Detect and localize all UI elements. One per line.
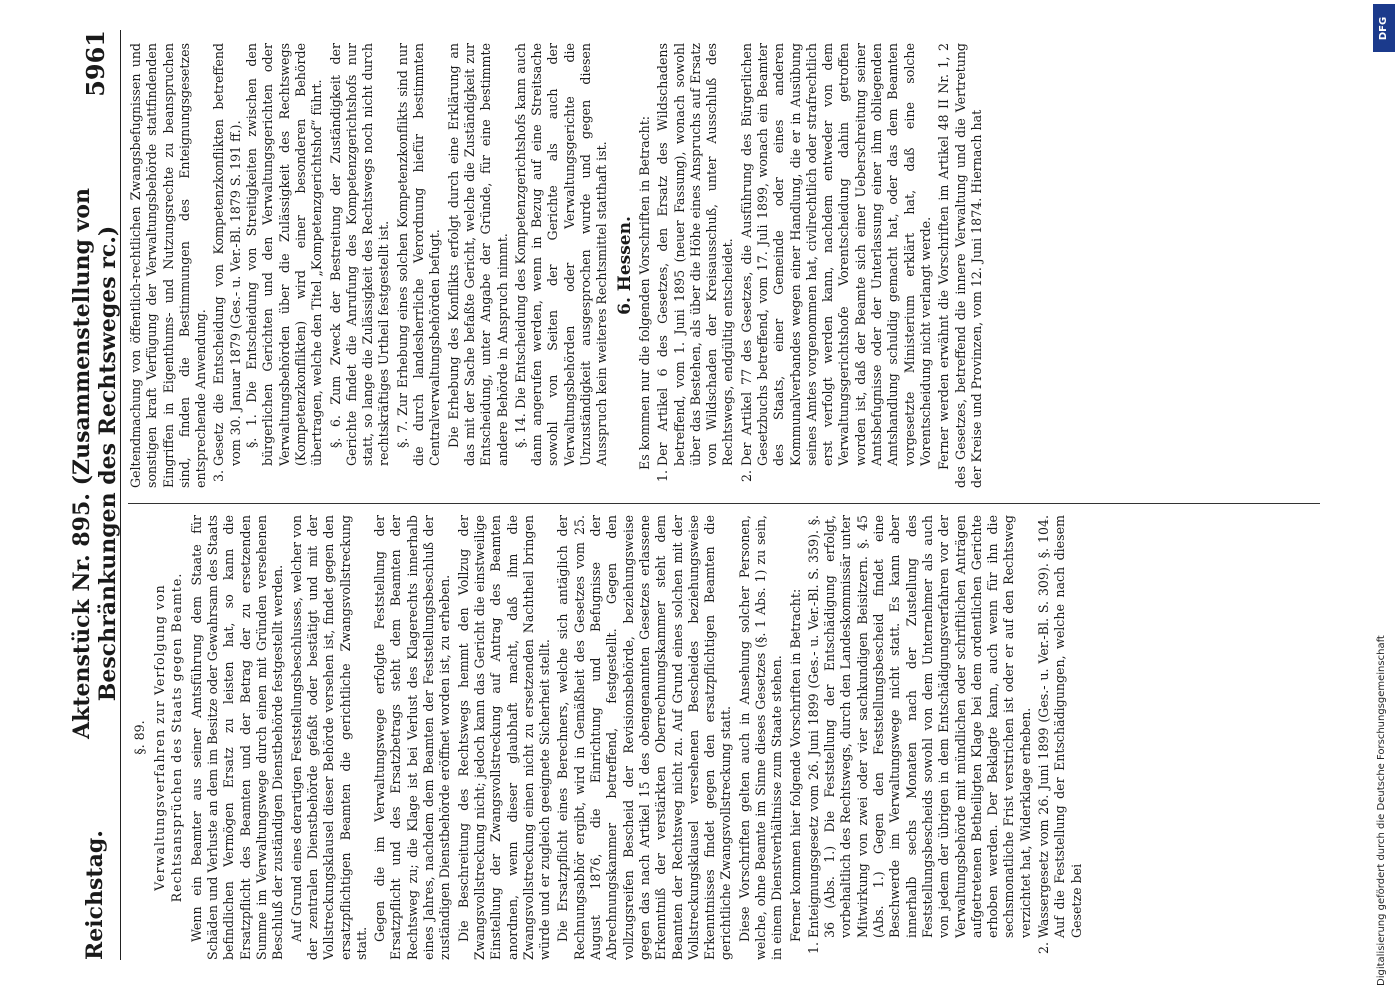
column-divider bbox=[128, 503, 1320, 504]
paragraph: §. 6. Zum Zweck der Bestreitung der Zuständigkeit der Gerichte findet die Anrufung des Kompetenzgerichtshofs nur statt, so lange die Zulässigkeit des Rechtswegs noch nicht durch rechtskräftiges Urtheil festgestellt ist. bbox=[327, 43, 392, 466]
list-item bbox=[211, 43, 610, 466]
header-title: Aktenstück Nr. 895. (Zusammenstellung von Beschränkungen des Rechtsweges rc.) bbox=[69, 187, 121, 739]
paragraph: Die Erhebung des Konflikts erfolgt durch eine Erklärung an das mit der Sache befaßte Gericht, welche die Zuständigkeit zur Entscheidung, unter Angabe der Gründe, für eine bestimmte andere Behörde in Anspruch nimmt. bbox=[445, 43, 510, 466]
regulation-list bbox=[806, 515, 1085, 960]
paragraph: Die Ersatzpflicht eines Berechners, welche sich antäglich der Rechnungsabhör ergibt, wird in Gemäßheit des Gesetzes vom 25. August 1876, die Einrichtung und Befugnisse der Abrechnungskammer betreffend, festgestellt. Gegen den vollzugsreifen Bescheid der Revisionsbehörde, beziehungsweise gegen das nach Artikel 15 des obengenannten Gesetzes erlassene Erkenntniß der verstärkten Oberrechnungskammer steht dem Beamten der Rechtsweg nicht zu. Auf Grund eines solchen mit der Vollstreckungsklausel versehenen Bescheides beziehungsweise Erkenntnisses findet gegen den ersatzpflichtigen Beamten die gerichtliche Zwangsvollstreckung statt. bbox=[555, 515, 734, 960]
section-subtitle: Verwaltungsverfahren zur Verfolgung von Rechtsansprüchen des Staats gegen Beamte. bbox=[152, 572, 184, 903]
paragraph: Diese Vorschriften gelten auch in Ansehung solcher Personen, welche, ohne Beamte im Sinne dieses Gesetzes (§. 1 Abs. 1) zu sein, in einem Dienstverhältnisse zum Staate stehen. bbox=[736, 515, 785, 960]
section-number: §. 89. bbox=[132, 720, 147, 755]
paragraph: Geltendmachung von öffentlich-rechtlichen Zwangsbefugnissen und sonstigen kraft Verfügung der Verwaltungsbehörde stattfindenden Eingriffen in Eigenthums- und Nutzungsrechte zu beanspruchen sind, finden die Bestimmungen des Enteignungsgesetzes entsprechende Anwendung. bbox=[128, 43, 209, 488]
hessen-list bbox=[655, 43, 934, 488]
section-heading: 6. Hessen. bbox=[614, 216, 635, 315]
dfg-logo: DFG bbox=[1373, 4, 1395, 52]
paragraph: §. 14. Die Entscheidung des Kompetenzgerichtshofs kann auch dann angerufen werden, wenn in Bezug auf eine Streitsache sowohl von Seiten der Gerichte als auch der Verwaltungsbehörden oder Verwaltungsgerichte die Unzuständigkeit ausgesprochen wurde und gegen diesen Ausspruch kein weiteres Rechtsmittel statthaft ist. bbox=[512, 43, 610, 466]
list-item: 1. Enteignungsgesetz vom 26. Juni 1899 (Ges.- u. Ver.-Bl. S. 359). §. 36 (Abs. 1.) Die Feststellung der Entschädigung erfolgt, vorbehaltlich des Rechtswegs, durch den Landeskommissär unter Mitwirkung von zwei oder vier sachkundigen Beisitzern. §. 45 (Abs. 1.) Gegen den Feststellungsbescheid findet eine Beschwerde im Verwaltungswege nicht statt. Es kann aber innerhalb sechs Monaten nach der Zustellung des Feststellungsbescheids sowohl von dem Unternehmer als auch von jedem der übrigen in dem Entschädigungsverfahren vor der Verwaltungsbehörde mit mündlichen oder schriftlichen Anträgen aufgetretenen Betheiligten Klage bei dem ordentlichen Gerichte erhoben werden. Der Beklagte kann, auch wenn für ihn die sechsmonatliche Frist verstrichen ist oder er auf den Rechtsweg verzichtet hat, Widerklage erheben. bbox=[806, 515, 1034, 938]
paragraph: Wenn ein Beamter aus seiner Amtsführung dem Staate für Schäden und Verluste an dem im Besitze oder Gewahrsam des Staats befindlichen Vermögen Ersatz zu leisten hat, so kann die Ersatzpflicht des Beamten und der Betrag der zu ersetzenden Summe im Verwaltungswege durch einen mit Gründen versehenen Beschluß der zuständigen Dienstbehörde festgestellt werden. bbox=[188, 515, 286, 960]
page-header bbox=[70, 30, 121, 960]
paragraph: Auf Grund eines derartigen Feststellungsbeschlusses, welcher von der zentralen Dienstbehörde gefaßt oder bestätigt und mit der Vollstreckungsklausel dieser Behörde versehen ist, findet gegen den ersatzpflichtigen Beamten die gerichtliche Zwangsvollstreckung statt. bbox=[288, 515, 369, 960]
list-item: 2. Der Artikel 77 des Gesetzes, die Ausführung des Bürgerlichen Gesetzbuchs betreffend, vom 17. Juli 1899, wonach ein Beamter des Staats, einer Gemeinde oder eines anderen Kommunalverbandes wegen einer Handlung, die er in Ausübung seines Amtes vorgenommen hat, civilrechtlich oder strafrechtlich erst verfolgt werden kann, nachdem entweder von dem Verwaltungsgerichtshofe Vorentscheidung dahin getroffen worden ist, daß der Beamte sich einer Ueberschreitung seiner Amtsbefugnisse oder der Unterlassung einer ihm obliegenden Amtshandlung schuldig gemacht hat, oder das dem Beamten vorgesetzte Ministerium erklärt hat, daß eine solche Vorentscheidung nicht verlangt werde. bbox=[739, 43, 935, 466]
regulation-list-continued bbox=[211, 43, 610, 488]
left-column bbox=[128, 515, 1320, 960]
paragraph: §. 7. Zur Erhebung eines solchen Kompetenzkonflikts sind nur die durch landesherrliche Verordnung hiefür bestimmten Centralverwaltungsbehörden befugt. bbox=[394, 43, 443, 466]
list-item: 1. Der Artikel 6 des Gesetzes, den Ersatz des Wildschadens betreffend, vom 1. Juni 1895 (neuer Fassung), wonach sowohl über das Bestehen, als über die Höhe eines Anspruchs auf Ersatz von Wildschaden der Kreisausschuß, unter Ausschluß des Rechtswegs, endgültig entscheidet. bbox=[655, 43, 736, 466]
rotated-page bbox=[40, 20, 1340, 980]
paragraph: Es kommen nur die folgenden Vorschriften in Betracht: bbox=[636, 115, 652, 470]
header-left: Reichstag. bbox=[82, 830, 108, 960]
side-credit bbox=[1373, 16, 1391, 986]
right-column bbox=[128, 43, 1320, 488]
paragraph: §. 1. Die Entscheidung von Streitigkeiten zwischen den bürgerlichen Gerichten und den Verwaltungsgerichten oder Verwaltungsbehörden über die Zulässigkeit des Rechtswegs (Kompetenzkonflikten) wird einer besonderen Behörde übertragen, welche den Titel „Kompetenzgerichtshof“ führt. bbox=[244, 43, 325, 466]
paragraph: Ferner kommen hier folgende Vorschriften in Betracht: bbox=[787, 588, 803, 942]
paragraph: Ferner werden erwähnt die Vorschriften im Artikel 48 II Nr. 1, 2 des Gesetzes, betreffend die innere Verwaltung und die Vertretung der Kreise und Provinzen, vom 12. Juni 1874. Hiernach hat bbox=[936, 43, 984, 488]
side-credit-text: Digitalisierung gefördert durch die Deutsche Forschungsgemeinschaft bbox=[1376, 635, 1387, 986]
paragraph: Gegen die im Verwaltungswege erfolgte Feststellung der Ersatzpflicht und des Ersatzbetrags steht dem Beamten der Rechtsweg zu; die Klage ist bei Verlust des Klagerechts innerhalb eines Jahres, nachdem dem Beamten der Feststellungsbeschluß der zuständigen Dienstbehörde eröffnet worden ist, zu erheben. bbox=[372, 515, 453, 960]
page-number: 5961 bbox=[80, 30, 110, 97]
paragraph: Die Beschreitung des Rechtswegs hemmt den Vollzug der Zwangsvollstreckung nicht; jedoch kann das Gericht die einstweilige Einstellung der Zwangsvollstreckung auf Antrag des Beamten anordnen, wenn dieser glaubhaft macht, daß ihm die Zwangsvollstreckung einen nicht zu ersetzenden Nachtheil bringen würde und er zugleich geeignete Sicherheit stellt. bbox=[455, 515, 553, 960]
list-item: 2. Wassergesetz vom 26. Juni 1899 (Ges.- u. Ver.-Bl. S. 309). §. 104. Auf die Feststellung der Entschädigungen, welche nach diesem Gesetze bei bbox=[1036, 515, 1085, 938]
list-item-title: Gesetz die Entscheidung von Kompetenzkonflikten betreffend vom 30. Januar 1879 (Ges.- u. Ver.-Bl. 1879 S. 191 ff.). bbox=[211, 43, 243, 466]
